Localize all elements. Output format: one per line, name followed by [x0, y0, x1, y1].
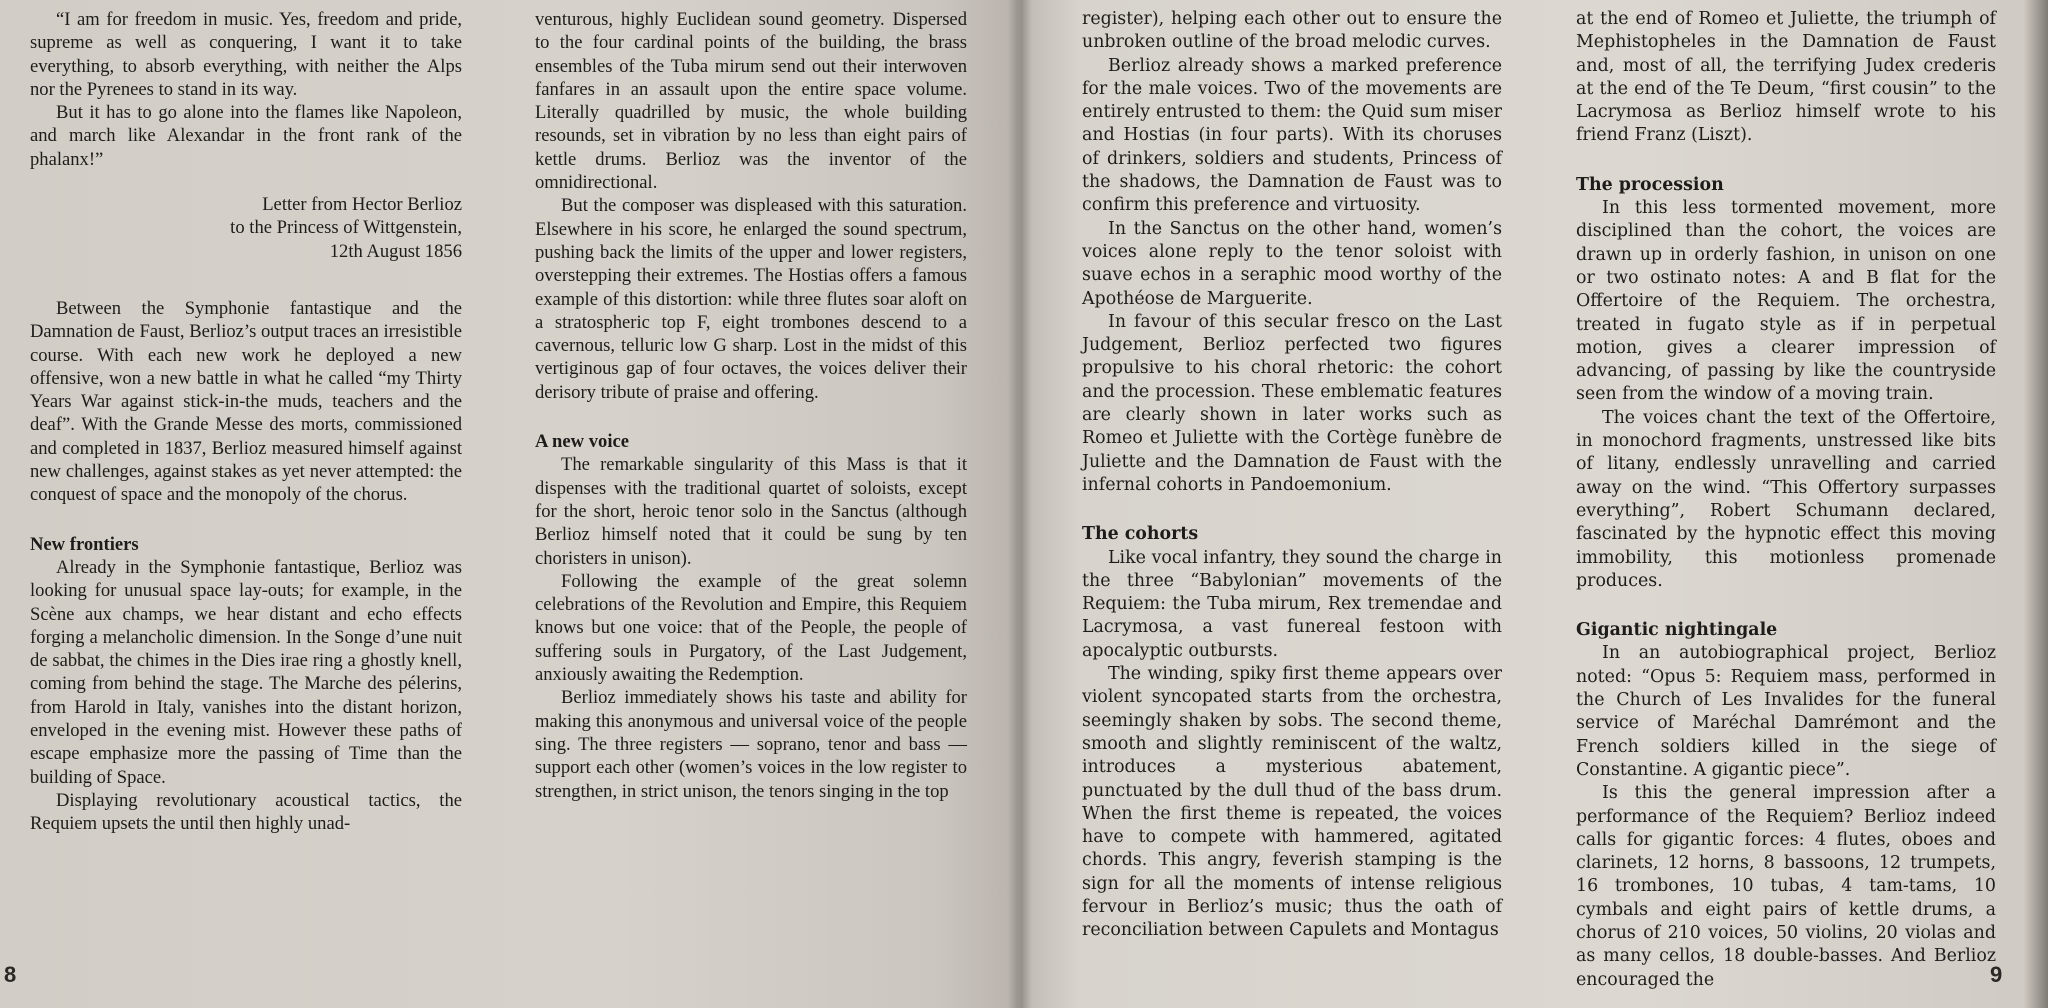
body-paragraph: venturous, highly Euclidean sound geometry. Dispersed to the four cardinal points of the building, the brass ensembles of the Tuba mirum send out their interwoven fanfares in an assault upon the entire space volume. Literally quadrilled by music, the whole building resounds, set in vibration by no less than eight pairs of kettle drums. Berlioz was the inventor of the omnidirectional. — [535, 9, 967, 194]
body-paragraph: at the end of Romeo et Juliette, the triumph of Mephistopheles in the Damnation de Faust and, most of all, the terrifying Judex crederis at the end of the Te Deum, “first cousin” to the Lacrymosa as Berlioz himself wrote to his friend Franz (Liszt). — [1576, 9, 1996, 146]
section-heading: Gigantic nightingale — [1576, 620, 1778, 641]
body-paragraph: Following the example of the great solemn celebrations of the Revolution and Empire, this Requiem knows but one voice: that of the People, the people of suffering souls in Purgatory, of the Last Judgement, anxiously awaiting the Redemption. — [535, 570, 967, 686]
signature-line: 12th August 1856 — [329, 240, 462, 262]
section-heading: A new voice — [535, 431, 629, 453]
page-number-right: 9 — [1990, 962, 2003, 987]
body-paragraph: Is this the general impression after a performance of the Requiem? Berlioz indeed calls for gigantic forces: 4 flutes, oboes and clarinets, 12 horns, 8 bassoons, 12 trumpets, 16 trombones, 10 tubas, 4 tam-tams, 10 cymbals and eight pairs of kettle drums, a chorus of 210 voices, 50 violins, 20 violas and as many cellos, 18 double-basses. And Berlioz encouraged the — [1576, 783, 1996, 990]
body-paragraph: In this less tormented movement, more disciplined than the cohort, the voices are drawn up in orderly fashion, in unison on one or two ostinato notes: A and B flat for the Offertoire of the Requiem. The orchestra, treated in fugato style as if in perpetual motion, gives a clearer impression of advancing, of passing by like the countryside seen from the window of a moving train. — [1576, 198, 1996, 405]
page-edge — [2024, 0, 2048, 1008]
section-heading: New frontiers — [30, 533, 139, 555]
body-paragraph: In the Sanctus on the other hand, women’s voices alone reply to the tenor soloist with suave echos in a seraphic mood worthy of the Apothéose de Marguerite. — [1082, 218, 1502, 309]
section-heading: The cohorts — [1082, 524, 1199, 545]
body-paragraph: But the composer was displeased with this saturation. Elsewhere in his score, he enlarged the sound spectrum, pushing back the limits of the upper and lower registers, overstepping their extremes. The Hostias offers a famous example of this distortion: while three flutes soar aloft on a stratospheric top F, eight trombones descend to a cavernous, telluric low G sharp. Lost in the midst of this vertiginous gap of four octaves, the voices deliver their derisory tribute of praise and offering. — [535, 195, 967, 403]
left-column-2 — [535, 8, 967, 970]
right-column-2 — [1576, 8, 1996, 990]
signature-line: to the Princess of Wittgenstein, — [230, 217, 462, 239]
page-number-left: 8 — [4, 962, 17, 987]
body-paragraph: In favour of this secular fresco on the Last Judgement, Berlioz perfected two figures propulsive to his choral rhetoric: the cohort and the procession. These emblematic features are clearly shown in later works such as Romeo et Juliette with the Cortège funèbre de Juliette and the Damnation de Faust with the infernal cohorts in Pandoemonium. — [1082, 311, 1502, 495]
section-heading: The procession — [1576, 174, 1724, 195]
body-paragraph: The voices chant the text of the Offertoire, in monochord fragments, unstressed like bits of litany, endlessly unravelling and carried away on the wind. “This Offertory surpasses everything”, Robert Schumann declared, fascinated by the hypnotic effect this moving immobility, this motionless promenade produces. — [1576, 407, 1996, 591]
body-paragraph: Berlioz already shows a marked preference for the male voices. Two of the movements are entirely entrusted to them: the Quid sum miser and Hostias (in four parts). With its choruses of drinkers, soldiers and students, Princess of the shadows, the Damnation de Faust was to confirm this preference and virtuosity. — [1082, 55, 1502, 216]
body-paragraph: Already in the Symphonie fantastique, Berlioz was looking for unusual space lay-outs; for example, in the Scène aux champs, we hear distant and echo effects forging a melancholic dimension. In the Songe d’une nuit de sabbat, the chimes in the Dies irae ring a ghostly knell, coming from behind the stage. The Marche des pélerins, from Harold in Italy, vanishes into the distant horizon, enveloped in the evening mist. However these paths of escape emphasize more the passing of Time than the building of Space. — [30, 556, 462, 788]
body-paragraph: Berlioz immediately shows his taste and ability for making this anonymous and universal voice of the people sing. The three registers — soprano, tenor and bass — support each other (women’s voices in the low register to strengthen, in strict unison, the tenors singing in the top — [535, 687, 967, 802]
body-paragraph: The remarkable singularity of this Mass is that it dispenses with the traditional quartet of soloists, except for the short, heroic tenor solo in the Sanctus (although Berlioz himself noted that it could be sung by ten choristers in unison). — [535, 454, 967, 569]
body-paragraph: In an autobiographical project, Berlioz noted: “Opus 5: Requiem mass, performed in the Church of Les Invalides for the funeral service of Maréchal Damrémont and the French soldiers killed in the siege of Constantine. A gigantic piece”. — [1576, 643, 1996, 780]
quote-paragraph: “I am for freedom in music. Yes, freedom and pride, supreme as well as conquering, I want it to take everything, to absorb everything, with neither the Alps nor the Pyrenees to stand in its way. — [30, 9, 462, 100]
body-paragraph: Between the Symphonie fantastique and the Damnation de Faust, Berlioz’s output traces an irresistible course. With each new work he deployed a new offensive, won a new battle in what he called “my Thirty Years War against stick-in-the muds, teachers and the deaf”. With the Grande Messe des morts, commissioned and completed in 1837, Berlioz measured himself against new challenges, against stakes as yet never attempted: the conquest of space and the monopoly of the chorus. — [30, 297, 462, 506]
body-paragraph: Like vocal infantry, they sound the charge in the three “Babylonian” movements of the Requiem: the Tuba mirum, Rex tremendae and Lacrymosa, a vast funereal festoon with apocalyptic outbursts. — [1082, 547, 1502, 661]
quote-paragraph: But it has to go alone into the flames like Napoleon, and march like Alexandar in the front rank of the phalanx!” — [30, 102, 462, 170]
book-gutter — [1008, 0, 1032, 1008]
body-paragraph: The winding, spiky first theme appears over violent syncopated starts from the orchestra, seemingly shaken by sobs. The second theme, smooth and slightly reminiscent of the waltz, introduces a mysterious abatement, punctuated by the dull thud of the bass drum. When the first theme is repeated, the voices have to compete with hammered, agitated chords. This angry, feverish stamping is the sign for all the moments of intense religious fervour in Berlioz’s music; thus the oath of reconciliation between Capulets and Montagus — [1082, 664, 1502, 941]
body-paragraph: Displaying revolutionary acoustical tactics, the Requiem upsets the until then highly unad- — [30, 789, 462, 835]
left-column-1 — [30, 8, 462, 970]
signature-line: Letter from Hector Berlioz — [262, 194, 462, 216]
left-page — [0, 0, 1018, 1008]
body-paragraph: register), helping each other out to ensure the unbroken outline of the broad melodic curves. — [1082, 9, 1502, 53]
right-column-1 — [1082, 8, 1502, 970]
letter-signature — [30, 193, 462, 263]
